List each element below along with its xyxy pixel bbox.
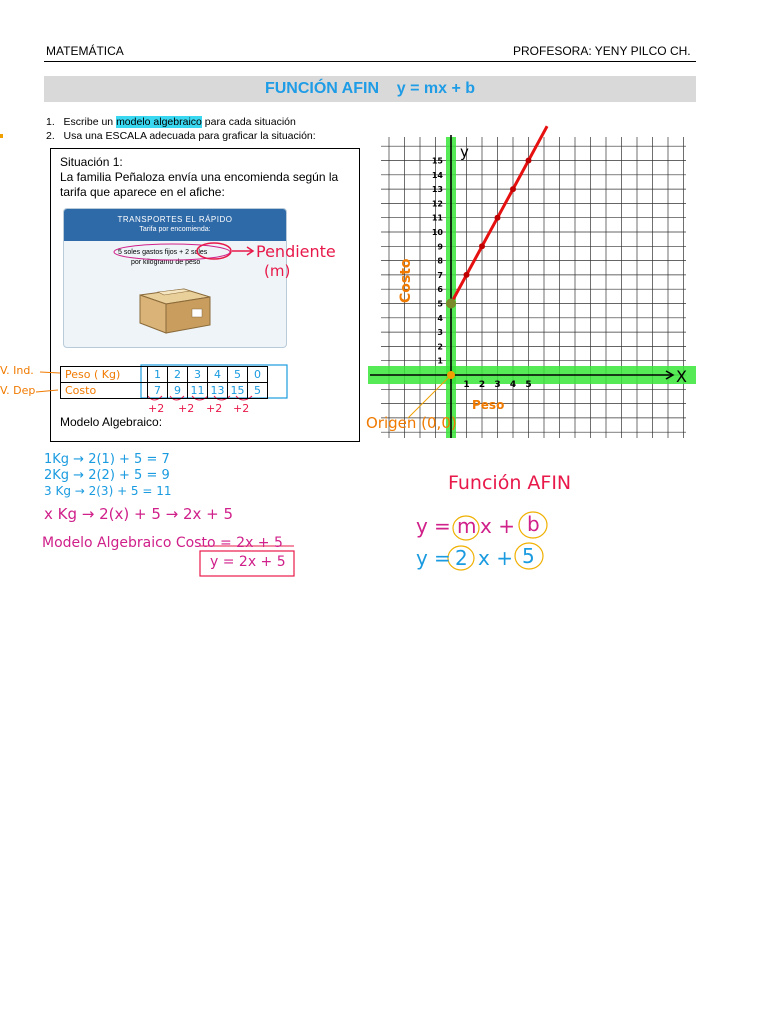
poster-title: TRANSPORTES EL RÁPIDO xyxy=(117,215,233,224)
subject-label: MATEMÁTICA xyxy=(46,44,124,58)
y-tick-label: 9 xyxy=(437,242,443,252)
x-tick-label: 5 xyxy=(525,380,532,390)
poster-subtitle: Tarifa por encomienda: xyxy=(139,226,211,233)
formula-equals: = xyxy=(434,514,451,538)
instruction-highlight: modelo algebraico xyxy=(116,116,202,128)
table-cell: 5 xyxy=(248,383,268,399)
x-tick-label: 3 xyxy=(494,380,501,390)
axis-y-letter: y xyxy=(460,143,469,161)
axis-label-costo: Costo xyxy=(398,258,414,303)
data-point xyxy=(510,186,516,192)
row-label-weight: Peso ( Kg) xyxy=(61,367,148,383)
affine-heading: Función AFIN xyxy=(448,472,572,494)
slope-m-note: (m) xyxy=(264,262,291,280)
y-tick-label: 6 xyxy=(437,285,443,295)
formula-b: b xyxy=(527,512,540,536)
axis-label-peso: Peso xyxy=(472,398,505,412)
table-cell: 11 xyxy=(188,383,208,399)
table-cell: 7 xyxy=(148,383,168,399)
origin-point xyxy=(447,371,455,379)
x-tick-label: 4 xyxy=(509,380,517,390)
y-tick-label: 10 xyxy=(431,228,443,237)
data-point xyxy=(526,158,532,164)
y-tick-label: 2 xyxy=(437,342,443,352)
y-tick-label: 1 xyxy=(437,356,443,366)
teacher-label: PROFESORA: YENY PILCO CH. xyxy=(513,44,691,58)
y-tick-label: 12 xyxy=(431,199,443,209)
formula-2-m: 2 xyxy=(455,546,468,570)
page-title: FUNCIÓN AFIN y = mx + b xyxy=(264,80,476,97)
situation-line-1: La familia Peñaloza envía una encomienda según la xyxy=(60,170,339,184)
difference-label: +2 xyxy=(206,402,223,415)
pendiente-note: Pendiente xyxy=(256,242,336,261)
model-label: Modelo Algebraico: xyxy=(60,415,163,429)
formula-y: y xyxy=(416,514,428,538)
table-cell: 1 xyxy=(148,367,168,383)
y-tick-label: 13 xyxy=(431,185,443,195)
formula-2-x: x + xyxy=(478,546,513,570)
instruction-text: Usa una ESCALA adecuada para graficar la situación: xyxy=(63,130,316,142)
work-line-2: 2Kg → 2(2) + 5 = 9 xyxy=(44,468,170,483)
y-tick-label: 7 xyxy=(437,270,443,280)
formula-2-equals: = xyxy=(434,546,451,570)
v-dep-note: V. Dep xyxy=(0,384,36,397)
x-tick-label: 2 xyxy=(478,380,486,390)
poster-rate-line-2: por kilogramo de peso xyxy=(131,259,201,266)
data-point xyxy=(495,215,501,221)
work-line-1: 1Kg → 2(1) + 5 = 7 xyxy=(44,452,170,467)
data-point xyxy=(446,299,456,309)
table-cell: 4 xyxy=(208,367,228,383)
y-tick-label: 15 xyxy=(431,156,443,166)
difference-label: +2 xyxy=(148,402,165,415)
y-tick-label: 3 xyxy=(437,328,443,338)
instruction-number: 1. xyxy=(46,116,55,128)
instruction-number: 2. xyxy=(46,130,55,142)
formula-2-b: 5 xyxy=(522,544,535,568)
work-line-5: Modelo Algebraico Costo = 2x + 5 xyxy=(42,535,283,551)
y-tick-label: 8 xyxy=(437,256,443,266)
difference-label: +2 xyxy=(178,402,195,415)
y-tick-label: 4 xyxy=(437,313,443,323)
y-tick-label: 5 xyxy=(437,299,443,309)
work-line-3: 3 Kg → 2(3) + 5 = 11 xyxy=(44,484,172,498)
row-label-cost: Costo xyxy=(61,383,148,399)
difference-label: +2 xyxy=(233,402,250,415)
axis-x-letter: X xyxy=(676,367,687,386)
y-tick-label: 14 xyxy=(431,170,443,180)
situation-heading: Situación 1: xyxy=(60,155,123,169)
table-cell: 5 xyxy=(228,367,248,383)
origin-note: Origen (0,0) xyxy=(366,414,457,432)
y-tick-label: 11 xyxy=(431,213,443,223)
work-line-4: x Kg → 2(x) + 5 → 2x + 5 xyxy=(44,505,234,523)
data-point xyxy=(479,243,485,249)
instruction-text: para cada situación xyxy=(201,116,296,128)
poster-rate-line-1: 5 soles gastos fijos + 2 soles xyxy=(118,249,208,256)
v-ind-note: V. Ind. xyxy=(0,364,34,377)
table-cell: 9 xyxy=(168,383,188,399)
work-line-6: y = 2x + 5 xyxy=(210,554,286,570)
table-cell: 15 xyxy=(228,383,248,399)
table-cell: 3 xyxy=(188,367,208,383)
table-cell: 13 xyxy=(208,383,228,399)
formula-m: m xyxy=(457,514,477,538)
formula-2-y: y xyxy=(416,546,428,570)
situation-line-2: tarifa que aparece en el afiche: xyxy=(60,185,225,199)
table-cell: 0 xyxy=(248,367,268,383)
x-tick-label: 1 xyxy=(463,380,470,390)
formula-x: x + xyxy=(480,514,515,538)
data-point xyxy=(464,272,470,278)
instruction-text: Escribe un xyxy=(63,116,117,128)
table-cell: 2 xyxy=(168,367,188,383)
